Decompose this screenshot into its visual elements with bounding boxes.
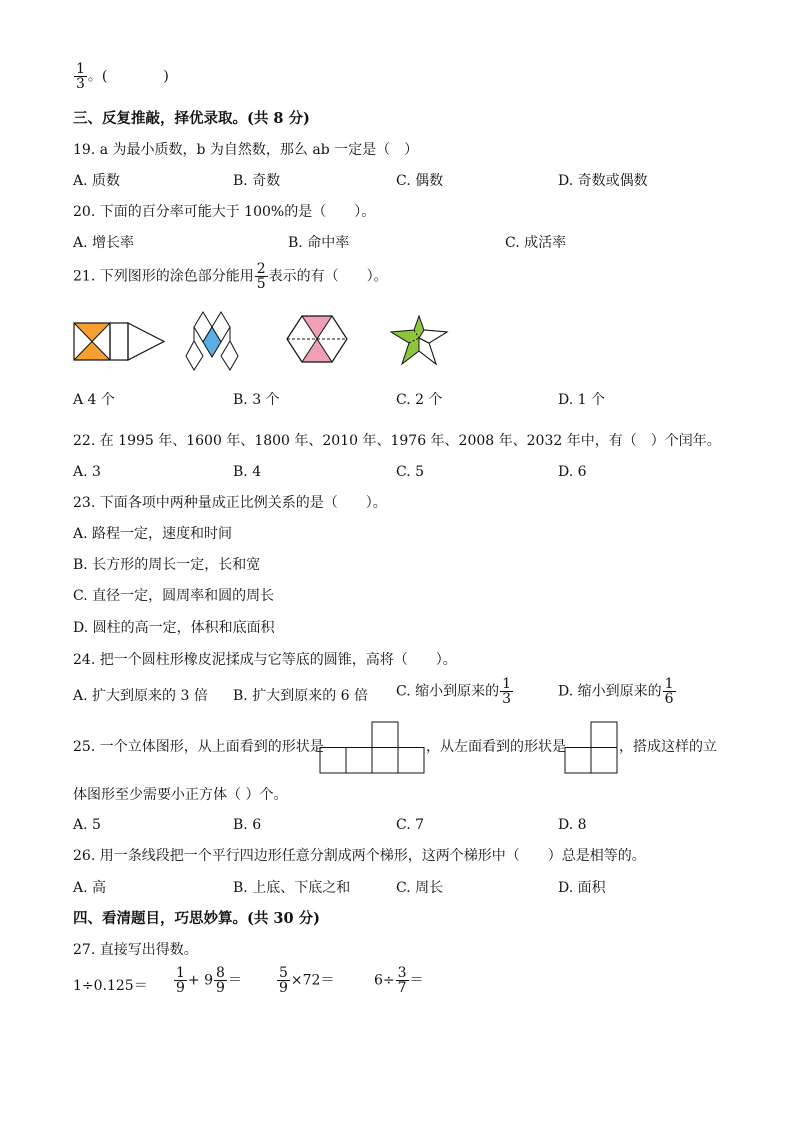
- q27-expr-4: 6÷ $\frac{3}{7}$ ＝: [374, 965, 424, 996]
- q19-option-a[interactable]: A. 质数: [73, 173, 121, 189]
- q27-text: 27. 直接写出得数。: [73, 942, 198, 958]
- q26-option-b[interactable]: B. 上底、下底之和: [233, 880, 351, 896]
- q27-expr-3: $\frac{5}{9}$ ×72＝: [279, 965, 335, 996]
- q21-option-a[interactable]: A 4 个: [73, 392, 115, 408]
- q20-option-b[interactable]: B. 命中率: [288, 235, 350, 251]
- q23-option-d[interactable]: D. 圆柱的高一定，体积和底面积: [73, 620, 275, 636]
- q19-option-b[interactable]: B. 奇数: [233, 173, 281, 189]
- q25-text-d: 体图形至少需要小正方体（ ）个。: [73, 787, 288, 803]
- q25-option-a[interactable]: A. 5: [73, 817, 101, 833]
- q19-option-d[interactable]: D. 奇数或偶数: [558, 173, 648, 189]
- fraction: $\frac{1}{9}$: [176, 965, 185, 996]
- figure-b-rhombus-chain: [186, 312, 238, 370]
- q26-text: 26. 用一条线段把一个平行四边形任意分割成两个梯形，这两个梯形中（ ）总是相等的。: [73, 848, 646, 864]
- q25-option-b[interactable]: B. 6: [233, 817, 262, 833]
- q27-expr-2: $\frac{1}{9}$ + 9 $\frac{8}{9}$ ＝: [176, 965, 242, 996]
- q20-option-c[interactable]: C. 成活率: [505, 235, 567, 251]
- section-4-title: 四、看清题目，巧思妙算。(共 30 分): [73, 910, 320, 927]
- q22-option-a[interactable]: A. 3: [73, 464, 101, 480]
- q24-option-a[interactable]: A. 扩大到原来的 3 倍: [73, 688, 208, 704]
- q22-option-d[interactable]: D. 6: [558, 464, 587, 480]
- fraction: $\frac{1}{3}$: [76, 61, 85, 92]
- q20-option-a[interactable]: A. 增长率: [73, 235, 135, 251]
- q25-text-b: ，从左面看到的形状是: [426, 739, 566, 755]
- q26-option-c[interactable]: C. 周长: [396, 880, 444, 896]
- q23-text: 23. 下面各项中两种量成正比例关系的是（ ）。: [73, 495, 387, 511]
- figure-a-rectangle-triangle: [74, 323, 166, 360]
- q23-option-a[interactable]: A. 路程一定，速度和时间: [73, 526, 233, 542]
- q21-option-c[interactable]: C. 2 个: [396, 392, 443, 408]
- q24-text: 24. 把一个圆柱形橡皮泥揉成与它等底的圆锥，高将（ ）。: [73, 652, 457, 668]
- q25-text-a: 25. 一个立体图形，从上面看到的形状是: [73, 739, 324, 755]
- q24-option-c[interactable]: C. 缩小到原来的 $\frac{1}{3}$: [396, 676, 512, 707]
- q25-option-d[interactable]: D. 8: [558, 817, 587, 833]
- top-fraction-line: $\frac{1}{3}$ 。( ): [76, 61, 169, 92]
- q23-option-b[interactable]: B. 长方形的周长一定，长和宽: [73, 557, 261, 573]
- q24-option-b[interactable]: B. 扩大到原来的 6 倍: [233, 688, 368, 704]
- q21-text: 21. 下列图形的涂色部分能用 $\frac{2}{5}$ 表示的有（ ）。: [73, 261, 388, 292]
- top-view-figure: [320, 722, 424, 773]
- fraction: $\frac{1}{3}$: [502, 676, 512, 707]
- fraction: $\frac{5}{9}$: [279, 965, 288, 996]
- q26-option-d[interactable]: D. 面积: [558, 880, 606, 896]
- q21-option-d[interactable]: D. 1 个: [558, 392, 605, 408]
- figure-c-hexagon: [287, 316, 347, 362]
- fraction: $\frac{8}{9}$: [216, 965, 225, 996]
- q22-option-c[interactable]: C. 5: [396, 464, 425, 480]
- q25-text-c: ，搭成这样的立: [619, 739, 717, 755]
- fraction: $\frac{3}{7}$: [397, 965, 407, 996]
- q19-option-c[interactable]: C. 偶数: [396, 173, 444, 189]
- left-view-figure: [565, 722, 617, 773]
- section-3-title: 三、反复推敲，择优录取。(共 8 分): [73, 110, 310, 127]
- q27-expr-1: 1÷0.125＝: [73, 978, 148, 994]
- q22-text: 22. 在 1995 年、1600 年、1800 年、2010 年、1976 年、2008 年、2032 年中，有（ ）个闰年。: [73, 433, 721, 449]
- figure-d-star: [391, 316, 447, 364]
- q22-option-b[interactable]: B. 4: [233, 464, 262, 480]
- fraction: $\frac{2}{5}$: [256, 261, 266, 292]
- q25-option-c[interactable]: C. 7: [396, 817, 425, 833]
- q21-option-b[interactable]: B. 3 个: [233, 392, 280, 408]
- fraction: $\frac{1}{6}$: [664, 676, 674, 707]
- q24-option-d[interactable]: D. 缩小到原来的 $\frac{1}{6}$: [558, 676, 674, 707]
- q23-option-c[interactable]: C. 直径一定，圆周率和圆的周长: [73, 588, 275, 604]
- q26-option-a[interactable]: A. 高: [73, 880, 107, 896]
- q19-text: 19. a 为最小质数，b 为自然数，那么 ab 一定是（ ）: [73, 142, 419, 158]
- q20-text: 20. 下面的百分率可能大于 100%的是（ ）。: [73, 204, 376, 220]
